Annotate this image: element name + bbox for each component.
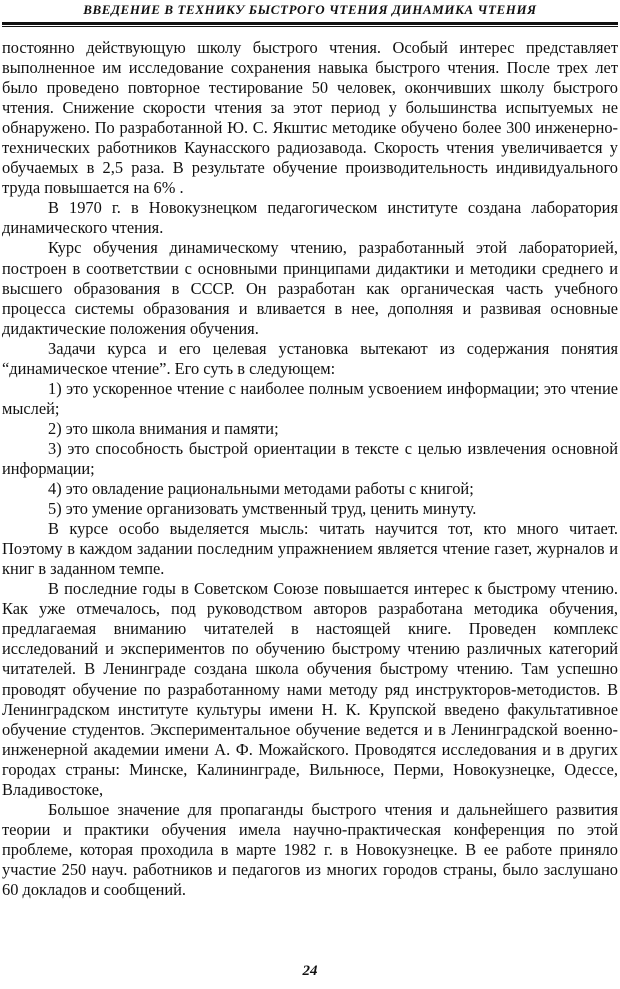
paragraph: В последние годы в Советском Союзе повышается интерес к быстрому чтению. Как уже отмечалось, под руководством авторов разработана методика обучения, предлагаемая вниманию читателей в настоящей книге. Проведен комплекс исследований и экспериментов по обучению быстрому чтению различных категорий читателей. В Ленинграде создана школа обучения быстрому чтению. Там успешно проводят обучение по разработанному нами методу ряд инструкторов-методистов. В Ленинградском институте культуры имени Н. К. Крупской введено факультативное обучение студентов. Экспериментальное обучение ведется и в Ленинградской военно-инженерной академии имени А. Ф. Можайского. Проводятся исследования и в других городах страны: Минске, Калининграде, Вильнюсе, Перми, Новокузнецке, Одессе, Владивостоке, [2,579,618,799]
header-double-rule [2,22,618,27]
paragraph: Курс обучения динамическому чтению, разработанный этой лабораторией, построен в соответствии с основными принципами дидактики и методики среднего и высшего образования в СССР. Он разработан как органическая часть учебного процесса системы образования и вливается в нее, дополняя и развивая основные дидактические положения обучения. [2,238,618,338]
list-item: 3) это способность быстрой ориентации в тексте с целью извлечения основной информации; [2,438,618,478]
paragraph: В курсе особо выделяется мысль: читать научится тот, кто много читает. Поэтому в каждом задании последним упражнением является чтение газет, журналов и книг в заданном темпе. [2,519,618,579]
list-item: 1) это ускоренное чтение с наиболее полным усвоением информации; это чтение мыслей; [2,378,618,418]
paragraph: постоянно действующую школу быстрого чтения. Особый интерес представляет выполненное им исследование сохранения навыка быстрого чтения. После трех лет было проведено повторное тестирование 50 человек, окончивших школу быстрого чтения. Снижение скорости чтения за этот период у большинства испытуемых не обнаружено. По разработанной Ю. С. Якштис методике обучено более 300 инженерно-технических работников Каунасского радиозавода. Скорость чтения увеличивается у обучаемых в 2,5 раза. В результате обучение производительность индивидуального труда повышается на 6% . [2,38,618,198]
list-item: 2) это школа внимания и памяти; [48,418,279,438]
paragraph: Задачи курса и его целевая установка вытекают из содержания понятия “динамическое чтение”. Его суть в следующем: [2,338,618,378]
body-text [2,38,618,900]
list-item: 5) это умение организовать умственный труд, ценить минуту. [48,499,477,519]
paragraph: Большое значение для пропаганды быстрого чтения и дальнейшего развития теории и практики обучения имела научно-практическая конференция по этой проблеме, которая проходила в марте 1982 г. в Новокузнецке. В ее работе приняло участие 250 науч. работников и педагогов из многих городов страны, было заслушано 60 докладов и сообщений. [2,799,618,899]
list-item: 4) это овладение рациональными методами работы с книгой; [48,479,474,499]
running-header: ВВЕДЕНИЕ В ТЕХНИКУ БЫСТРОГО ЧТЕНИЯ ДИНАМИКА ЧТЕНИЯ [83,2,537,17]
paragraph: В 1970 г. в Новокузнецком педагогическом институте создана лаборатория динамического чтения. [2,198,618,238]
page-number: 24 [302,963,318,979]
